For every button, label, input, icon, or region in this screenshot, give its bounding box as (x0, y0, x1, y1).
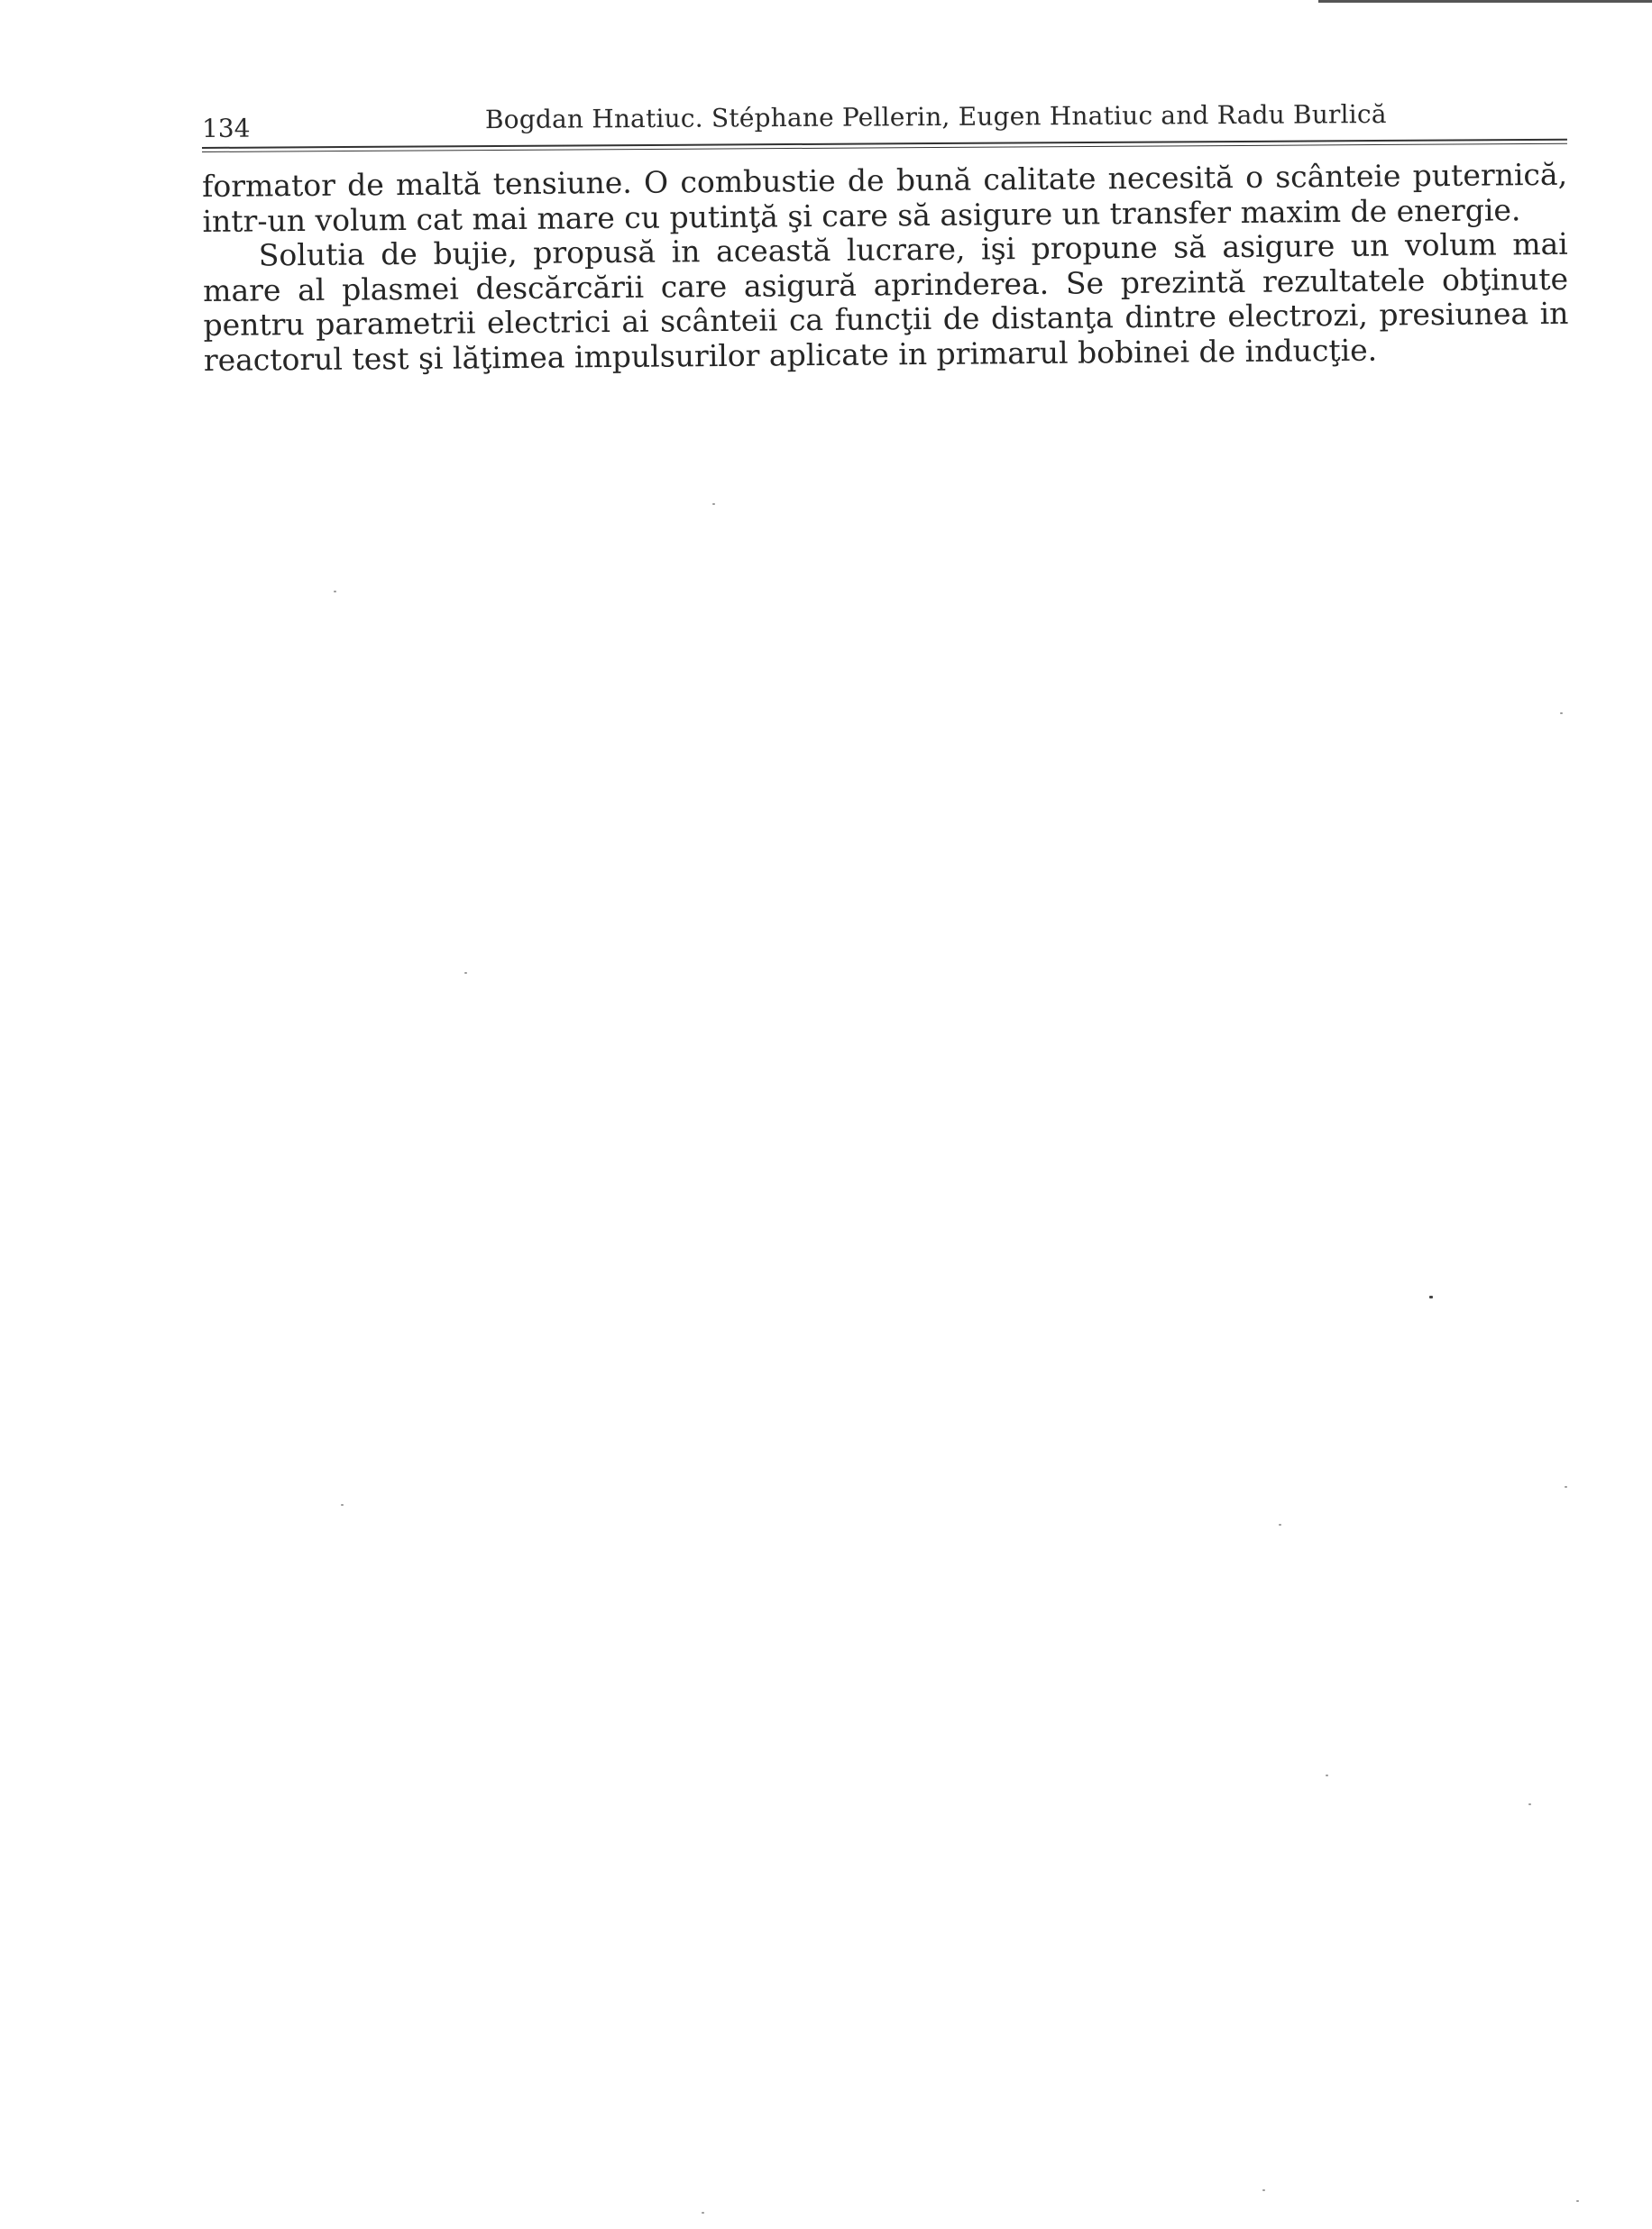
running-header (202, 98, 1567, 142)
body-text (202, 158, 1569, 378)
scan-speck (1326, 1775, 1328, 1776)
header-authors: Bogdan Hnatiuc. Stéphane Pellerin, Eugen Hnatiuc and Radu Burlică (484, 98, 1387, 135)
scan-speck (702, 2212, 704, 2214)
scan-speck (1528, 1803, 1531, 1805)
scan-speck (1576, 2200, 1579, 2202)
scan-speck (1262, 2189, 1265, 2191)
scan-speck (712, 503, 715, 505)
paragraph: formator de maltă tensiune. O combustie de bună calitate necesită o scânteie puternică, intr-un volum cat mai mare cu putinţă şi care să asigure un transfer maxim de energie. (201, 156, 1568, 239)
scan-speck (1279, 1524, 1281, 1526)
scan-speck (334, 591, 336, 592)
scan-speck (1565, 1486, 1567, 1488)
paragraph: Solutia de bujie, propusă in această lucrare, işi propune să asigure un volum mai mare al plasmei descărcării care asigură aprinderea. Se prezintă rezultatele obţinute pentru parametrii electrici ai scânteii ca funcţii de distanţa dintre electrozi, presiunea in reactorul test şi lăţimea impulsurilor aplicate in primarul bobinei de inducţie. (202, 225, 1569, 378)
scan-speck (341, 1504, 344, 1506)
page-number: 134 (201, 113, 251, 143)
scan-speck (464, 972, 467, 974)
scan-speck (1429, 1296, 1433, 1298)
scan-edge-line (1318, 0, 1652, 3)
scan-speck (1560, 712, 1563, 714)
